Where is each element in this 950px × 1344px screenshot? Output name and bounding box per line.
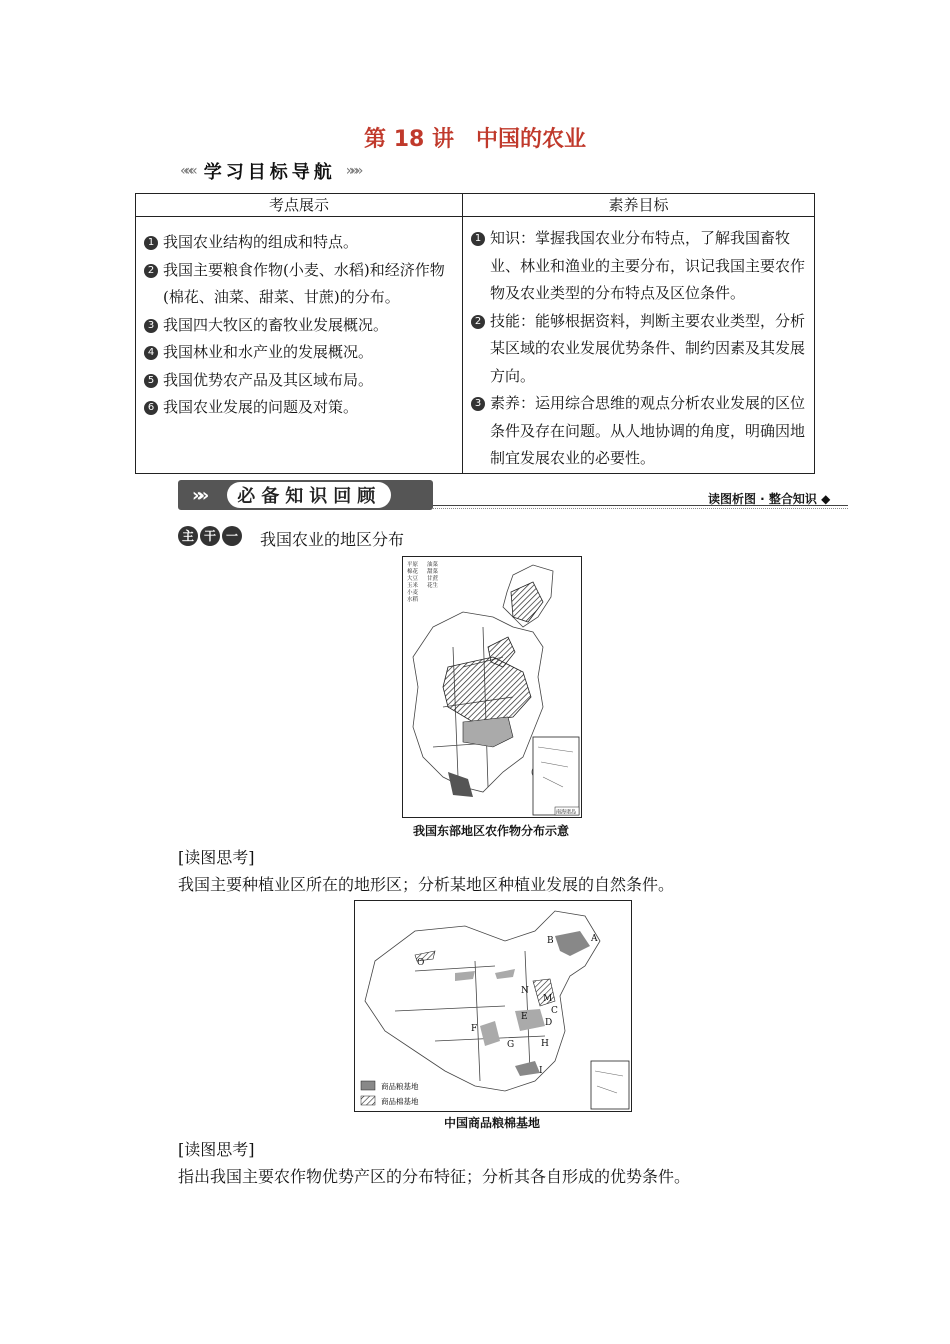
number-badge: 1 — [471, 232, 485, 246]
legend-cotton: 棉花 — [407, 569, 419, 575]
think-text: 指出我国主要农作物优势产区的分布特征；分析其各自形成的优势条件。 — [178, 1167, 691, 1186]
legend-rapeseed: 油菜 — [427, 562, 439, 568]
think-text: 我国主要种植业区所在的地形区；分析某地区种植业发展的自然条件。 — [178, 875, 675, 894]
grain-cotton-base-map — [354, 900, 632, 1112]
map-label-n: N — [521, 986, 529, 996]
theme-title: 我国农业的地区分布 — [260, 530, 405, 549]
map-label-d: D — [545, 1018, 553, 1028]
legend-plain: 平原 — [407, 562, 419, 568]
legend-grain-swatch — [361, 1081, 375, 1090]
list-item: 3 我国四大牧区的畜牧业发展概况。 — [144, 312, 454, 340]
map2-caption: 中国商品粮棉基地 — [443, 1116, 540, 1130]
crop-distribution-map — [402, 556, 582, 818]
legend-cotton-label: 商品棉基地 — [381, 1097, 419, 1106]
number-badge: 3 — [471, 397, 485, 411]
list-item: 4 我国林业和水产业的发展概况。 — [144, 339, 454, 367]
map-label-m: M — [543, 994, 553, 1004]
think-title: [读图思考] — [178, 1140, 255, 1159]
legend-sugarbeet: 甜菜 — [427, 569, 439, 575]
list-item: 3 素养：运用综合思维的观点分析农业发展的区位条件及存在问题。从人地协调的角度，明确因地制宜发展农业的必要性。 — [471, 390, 806, 473]
legend-grain-label: 商品粮基地 — [381, 1082, 419, 1091]
map-label-f: F — [471, 1024, 478, 1034]
inset-map-frame — [533, 737, 579, 815]
number-badge: 5 — [144, 374, 158, 388]
left-chevrons-icon: ««« — [180, 163, 194, 179]
map-label-a: A — [591, 934, 598, 944]
legend-sugarcane: 甘蔗 — [427, 576, 439, 582]
legend-rice: 水稻 — [407, 597, 419, 603]
number-badge: 2 — [144, 264, 158, 278]
map-label-o: O — [417, 958, 425, 968]
number-badge: 1 — [144, 236, 158, 250]
map-label-c: C — [551, 1006, 558, 1016]
list-item: 6 我国农业发展的问题及对策。 — [144, 394, 454, 422]
literacy-goals-cell — [463, 217, 815, 474]
number-badge: 2 — [471, 315, 485, 329]
think-title: [读图思考] — [178, 848, 255, 867]
legend-peanut: 花生 — [427, 583, 439, 589]
number-badge: 6 — [144, 401, 158, 415]
section-subtitle: 读图析图 · 整合知识 ◆ — [708, 492, 831, 506]
learning-goals-label: 学习目标导航 — [203, 162, 336, 183]
list-item: 1 我国农业结构的组成和特点。 — [144, 229, 454, 257]
number-badge: 3 — [144, 319, 158, 333]
knowledge-review-banner — [178, 480, 433, 510]
map-label-i: I — [539, 1066, 543, 1076]
map1-caption: 我国东部地区农作物分布示意 — [412, 824, 569, 838]
map-label-b: B — [547, 936, 554, 946]
legend-cotton-swatch — [361, 1096, 375, 1105]
right-chevrons-icon: »»» — [345, 163, 360, 179]
inset-label: 南海诸岛 — [556, 809, 577, 816]
learning-goals-banner — [180, 158, 420, 184]
chevrons-icon: »» — [192, 484, 204, 506]
list-item: 5 我国优势农产品及其区域布局。 — [144, 367, 454, 395]
divider — [433, 508, 848, 509]
map-label-h: H — [541, 1039, 549, 1049]
theme-badge: 主 干 一 — [178, 526, 242, 546]
exam-points-cell — [136, 217, 463, 474]
map-label-e: E — [521, 1012, 528, 1022]
list-item: 2 技能：能够根据资料，判断主要农业类型，分析某区域的农业发展优势条件、制约因素及其发展方向。 — [471, 308, 806, 391]
legend-wheat: 小麦 — [407, 590, 419, 596]
number-badge: 4 — [144, 346, 158, 360]
page-title: 第 18 讲 中国的农业 — [364, 127, 586, 152]
knowledge-review-label: 必备知识回顾 — [227, 482, 391, 508]
list-item: 1 知识：掌握我国农业分布特点，了解我国畜牧业、林业和渔业的主要分布，识记我国主要农作物及农业类型的分布特点及区位条件。 — [471, 225, 806, 308]
inset-map-frame — [591, 1061, 629, 1109]
list-item: 2 我国主要粮食作物(小麦、水稻)和经济作物(棉花、油菜、甜菜、甘蔗)的分布。 — [144, 257, 454, 312]
table-header-exam-points: 考点展示 — [136, 194, 463, 217]
objectives-table — [135, 193, 815, 474]
legend-corn: 玉米 — [407, 583, 419, 589]
table-header-literacy-goals: 素养目标 — [463, 194, 815, 217]
legend-soybean: 大豆 — [407, 576, 419, 582]
map-label-g: G — [507, 1040, 515, 1050]
